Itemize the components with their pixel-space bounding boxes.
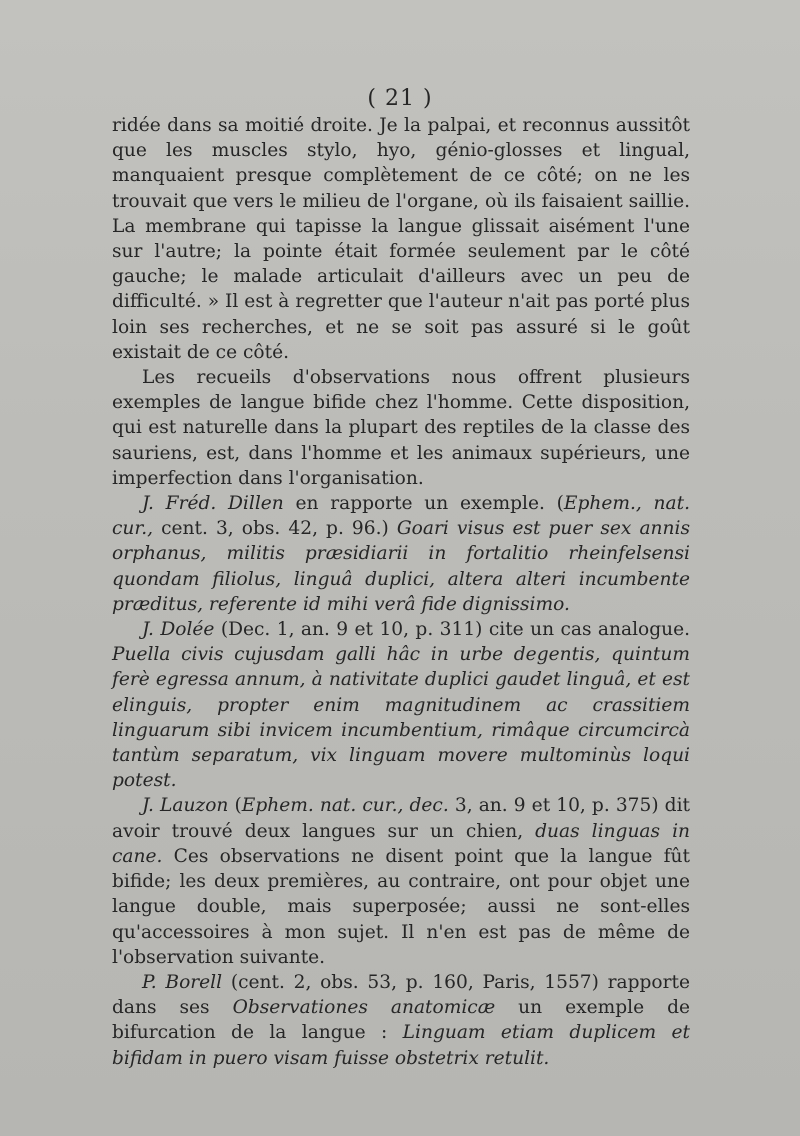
paragraph	[112, 617, 690, 793]
page-number: ( 21 )	[367, 86, 433, 111]
text-run: 3, an. 9 et 10, p. 375) dit avoir trouvé deux langues sur un chien,	[112, 795, 690, 842]
paragraph	[112, 793, 690, 969]
paragraph	[112, 491, 690, 617]
paragraph	[112, 113, 690, 365]
italic-text-run: J. Dolée	[142, 619, 215, 641]
text-run: ridée dans sa moitié droite. Je la palpai, et reconnus aussitôt que les muscles stylo, hyo, génio-glosses et lingual, manquaient presque complètement de ce côté; on ne les trouvait que vers le milieu de l'organe, où ils faisaient saillie. La membrane qui tapisse la langue glissait aisément l'une sur l'autre; la pointe était formée seulement par le côté gauche; le malade articulait d'ailleurs avec un peu de difficulté. » Il est à regretter que l'auteur n'ait pas porté plus loin ses recherches, et ne se soit pas assuré si le goût existait de ce côté.	[112, 115, 690, 363]
text-run: Ces observations ne disent point que la langue fût bifide; les deux premières, au contraire, ont pour objet une langue double, mais superposée; aussi ne sont-elles qu'accessoires à mon sujet. Il n'en est pas de même de l'observation suivante.	[112, 845, 690, 968]
italic-text-run: J. Fréd. Dillen	[142, 493, 284, 515]
text-run: (Dec. 1, an. 9 et 10, p. 311) cite un cas analogue.	[214, 619, 691, 641]
text-run: cent. 3, obs. 42, p. 96.)	[153, 518, 397, 540]
italic-text-run: duas linguas in cane.	[112, 820, 690, 867]
text-run: un exemple de bifurcation de la langue :	[112, 997, 691, 1044]
italic-text-run: P. Borell	[142, 971, 223, 993]
italic-text-run: J. Lauzon	[142, 795, 229, 817]
italic-text-run: Linguam etiam duplicem et bifidam in puero visam fuisse obstetrix retulit.	[112, 1022, 691, 1069]
text-run: Les recueils d'observations nous offrent plusieurs exemples de langue bifide chez l'homme. Cette disposition, qui est naturelle dans la plupart des reptiles de la classe des sauriens, est, dans l'homme et les animaux supérieurs, une imperfection dans l'organisation.	[112, 367, 690, 489]
italic-text-run: Puella civis cujusdam galli hâc in urbe degentis, quintum ferè egressa annum, à nativitate duplici gaudet linguâ, et est elinguis, propter enim magnitudinem ac crassitiem linguarum sibi invicem incumbentium, rimâque circumcircà tantùm separatum, vix linguam movere multominùs loqui potest.	[112, 644, 690, 792]
italic-text-run: Ephem. nat. cur., dec.	[241, 795, 449, 817]
italic-text-run: Observationes anatomicæ	[232, 997, 496, 1019]
italic-text-run: Ephem., nat. cur.,	[112, 493, 691, 540]
text-run: en rapporte un exemple. (	[283, 493, 564, 515]
paragraph	[112, 970, 690, 1071]
text-block	[112, 113, 690, 1071]
text-run: (cent. 2, obs. 53, p. 160, Paris, 1557) rapporte dans ses	[112, 971, 690, 1019]
italic-text-run: Goari visus est puer sex annis orphanus, militis præsidiarii in fortalitio rheinfelsensi quondam filiolus, linguâ duplici, altera alteri incumbente præditus, referente id mihi verâ fide dignissimo.	[112, 518, 690, 615]
paragraph	[112, 365, 690, 491]
text-run: (	[228, 795, 242, 817]
